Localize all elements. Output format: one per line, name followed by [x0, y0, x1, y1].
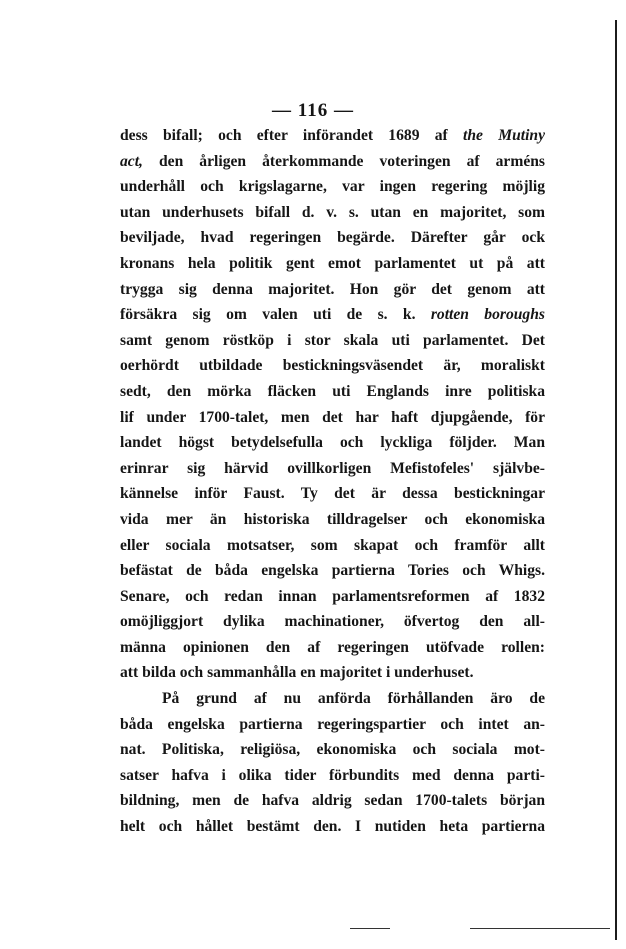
- text-run: bildning, men de hafva aldrig sedan 1700-talets början: [120, 792, 545, 810]
- text-run: försäkra sig om valen uti de s. k.: [120, 306, 431, 324]
- page-number: — 116 —: [272, 100, 354, 121]
- text-line: [120, 584, 545, 610]
- text-run: satser hafva i olika tider förbundits med denna parti-: [120, 766, 545, 784]
- bottom-rule-left: [350, 928, 390, 929]
- italic-text: the Mutiny: [463, 127, 545, 144]
- text-line: [120, 277, 545, 303]
- text-run: utan underhusets bifall d. v. s. utan en majoritet, som: [120, 203, 545, 221]
- text-line: [120, 558, 545, 584]
- text-run: erinrar sig härvid ovillkorligen Mefistofeles' självbe-: [120, 459, 545, 477]
- text-line: [120, 405, 545, 431]
- text-run: kronans hela politik gent emot parlamentet ut på att: [120, 254, 545, 272]
- text-line: [120, 507, 545, 533]
- text-line: [120, 533, 545, 559]
- text-run: lif under 1700-talet, men det har haft djupgående, för: [120, 408, 545, 426]
- text-run: nat. Politiska, religiösa, ekonomiska och sociala mot-: [120, 741, 545, 759]
- text-line: [120, 712, 545, 738]
- text-run: eller sociala motsatser, som skapat och framför allt: [120, 536, 545, 554]
- text-line: [120, 686, 545, 712]
- text-run: dess bifall; och efter införandet 1689 af: [120, 127, 464, 144]
- text-line: [120, 456, 545, 482]
- text-line: [120, 302, 545, 328]
- text-run: vida mer än historiska tilldragelser och ekonomiska: [120, 510, 545, 528]
- text-line: [120, 225, 545, 251]
- text-line: [120, 430, 545, 456]
- text-line: [120, 763, 545, 789]
- text-line: [120, 481, 545, 507]
- text-run: samt genom röstköp i stor skala uti parlamentet. Det: [120, 331, 545, 349]
- text-line: [120, 149, 545, 175]
- text-line: [120, 609, 545, 635]
- bottom-rule-right: [470, 928, 610, 929]
- text-run: kännelse inför Faust. Ty det är dessa bestickningar: [120, 485, 545, 503]
- italic-text: act,: [120, 152, 143, 170]
- text-line: [120, 353, 545, 379]
- text-run: På grund af nu anförda förhållanden äro de: [162, 690, 545, 708]
- text-run: landet högst betydelsefulla och lyckliga följder. Man: [120, 434, 545, 452]
- text-line: [120, 788, 545, 814]
- text-run: sedt, den mörka fläcken uti Englands inre politiska: [120, 382, 545, 400]
- text-run: den årligen återkommande voteringen af arméns: [142, 152, 545, 170]
- text-run: oerhördt utbildade bestickningsväsendet är, moraliskt: [120, 357, 545, 375]
- text-run: trygga sig denna majoritet. Hon gör det genom att: [120, 280, 545, 298]
- text-line: [120, 200, 545, 226]
- text-line: [120, 737, 545, 763]
- text-run: befästat de båda engelska partierna Tories och Whigs.: [120, 562, 545, 580]
- text-run: underhåll och krigslagarne, var ingen regering möjlig: [120, 178, 545, 196]
- text-line: [120, 123, 545, 149]
- body-text: [120, 123, 545, 840]
- page-edge-line: [615, 20, 617, 940]
- text-run: männa opinionen den af regeringen utöfvade rollen:: [120, 638, 545, 656]
- text-run: beviljade, hvad regeringen begärde. Därefter går ock: [120, 229, 545, 247]
- text-run: Senare, och redan innan parlamentsreformen af 1832: [120, 587, 545, 605]
- text-run: omöjliggjort dylika machinationer, öfvertog den all-: [120, 613, 545, 631]
- text-line: [120, 251, 545, 277]
- text-line: [120, 814, 545, 840]
- text-line: [120, 635, 545, 661]
- text-line: [120, 174, 545, 200]
- italic-text: rotten boroughs: [430, 306, 545, 324]
- text-line: [120, 328, 545, 354]
- text-run: helt och hållet bestämt den. I nutiden heta partierna: [120, 818, 545, 836]
- text-run: att bilda och sammanhålla en majoritet i underhuset.: [120, 664, 474, 682]
- text-run: båda engelska partierna regeringspartier och intet an-: [120, 715, 545, 733]
- text-line: [120, 379, 545, 405]
- text-line: [120, 660, 545, 686]
